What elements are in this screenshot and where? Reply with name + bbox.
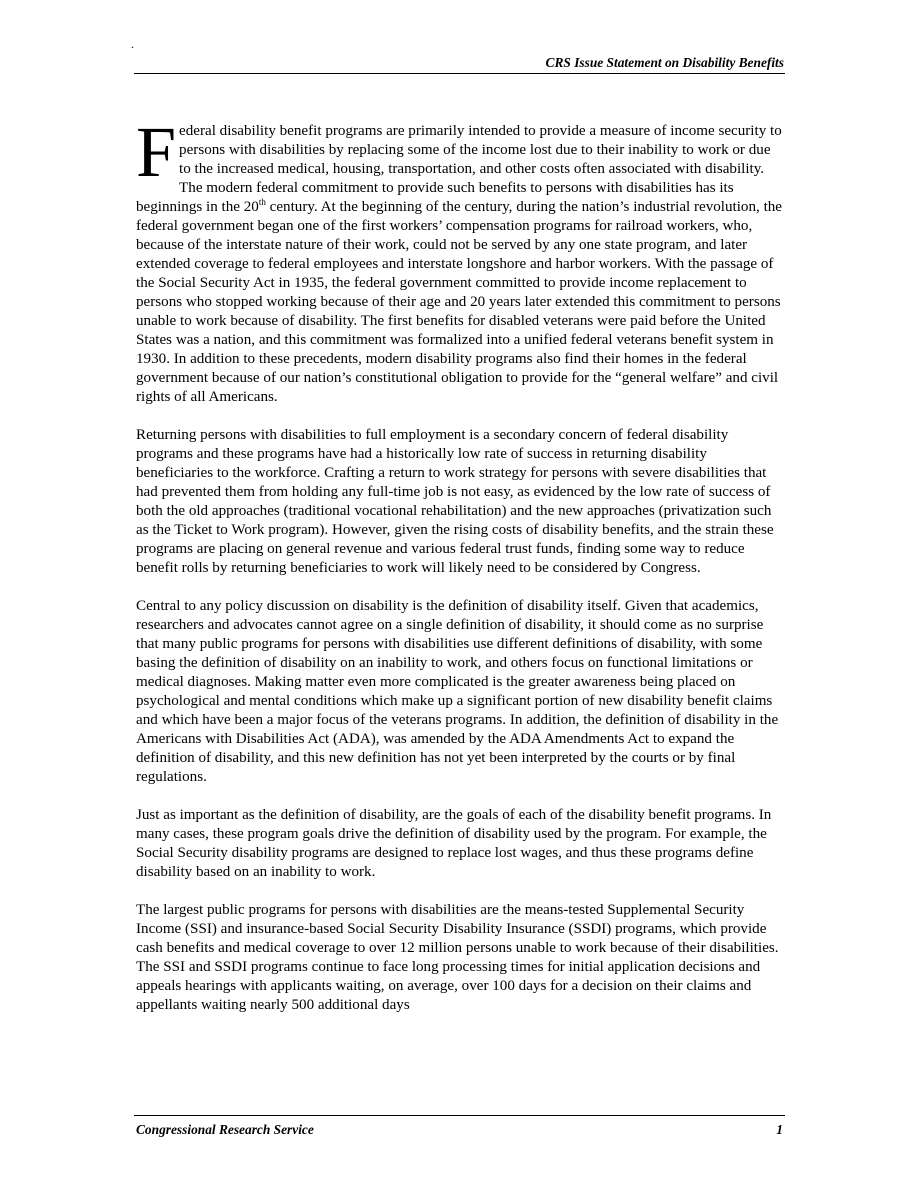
paragraph-definition: Central to any policy discussion on disability is the definition of disability itself. Given that academics, researchers and advocates cannot agree on a single definition of disability, it should come as no surprise that many public programs for persons with disabilities use different definitions of disability, with some basing the definition of disability on an inability to work, and others focus on functional limitations or medical diagnoses. Making matter even more complicated is the greater awareness being placed on psychological and mental conditions which make up a significant portion of new disability benefit claims and which have been a major focus of the veterans programs. In addition, the definition of disability in the Americans with Disabilities Act (ADA), was amended by the ADA Amendments Act to expand the definition of disability, and this new definition has not yet been interpreted by the courts or by final regulations. xyxy=(136,598,779,785)
paragraph-ssi-ssdi: The largest public programs for persons with disabilities are the means-tested Supplemental Security Income (SSI) and insurance-based Social Security Disability Insurance (SSDI) programs, which provide cash benefits and medical coverage to over 12 million persons unable to work because of their disabilities. The SSI and SSDI programs continue to face long processing times for initial application decisions and appeals hearings with applicants waiting, on average, over 100 days for a decision on their claims and appellants waiting nearly 500 additional days xyxy=(136,902,779,1013)
header-mark: . xyxy=(131,37,134,51)
footer-source: Congressional Research Service xyxy=(136,1122,314,1137)
paragraph-return-to-work: Returning persons with disabilities to full employment is a secondary concern of federal disability programs and these programs have had a historically low rate of success in returning disability beneficiaries to the workforce. Crafting a return to work strategy for persons with severe disabilities that had prevented them from holding any full-time job is not easy, as evidenced by the low rate of success of both the old approaches (traditional vocational rehabilitation) and the new approaches (privatization such as the Ticket to Work program). However, given the rising costs of disability benefits, and the strain these programs are placing on general revenue and various federal trust funds, finding some way to reduce benefit rolls by returning beneficiaries to work will likely need to be considered by Congress. xyxy=(136,427,774,576)
drop-cap: F xyxy=(136,112,177,192)
page-number: 1 xyxy=(776,1122,783,1137)
header-title: CRS Issue Statement on Disability Benefits xyxy=(545,55,784,70)
paragraph-intro-text-a: ederal disability benefit programs are primarily intended to provide a measure of income security to persons with disabilities by replacing some of the income lost due to their inability to work or due to the increased medical, housing, transportation, and other costs often associated with disability. The modern federal commitment to provide such benefits to persons with disabilities has its beginnings in the 20 xyxy=(136,123,782,215)
paragraph-goals: Just as important as the definition of disability, are the goals of each of the disability benefit programs. In many cases, these program goals drive the definition of disability used by the program. For example, the Social Security disability programs are designed to replace lost wages, and thus these programs define disability based on an inability to work. xyxy=(136,807,772,880)
paragraph-intro xyxy=(136,112,786,407)
document-body xyxy=(136,112,786,1034)
running-header xyxy=(134,54,785,74)
paragraph-intro-text-b: century. At the beginning of the century, during the nation’s industrial revolution, the federal government began one of the first workers’ compensation programs for railroad workers, who, because of the interstate nature of their work, could not be served by any one state program, and later extended coverage to federal employees and interstate longshore and harbor workers. With the passage of the Social Security Act in 1935, the federal government committed to provide income replacement to persons who stopped working because of their age and 20 years later extended this commitment to persons unable to work because of disability. The first benefits for disabled veterans were paid before the United States was a nation, and this commitment was formalized into a unified federal veterans benefit system in 1930. In addition to these precedents, modern disability programs also find their homes in the federal government because of our nation’s constitutional obligation to provide for the “general welfare” and civil rights of all Americans. xyxy=(136,199,783,405)
page-footer xyxy=(134,1115,785,1140)
superscript-ordinal: th xyxy=(258,197,266,207)
